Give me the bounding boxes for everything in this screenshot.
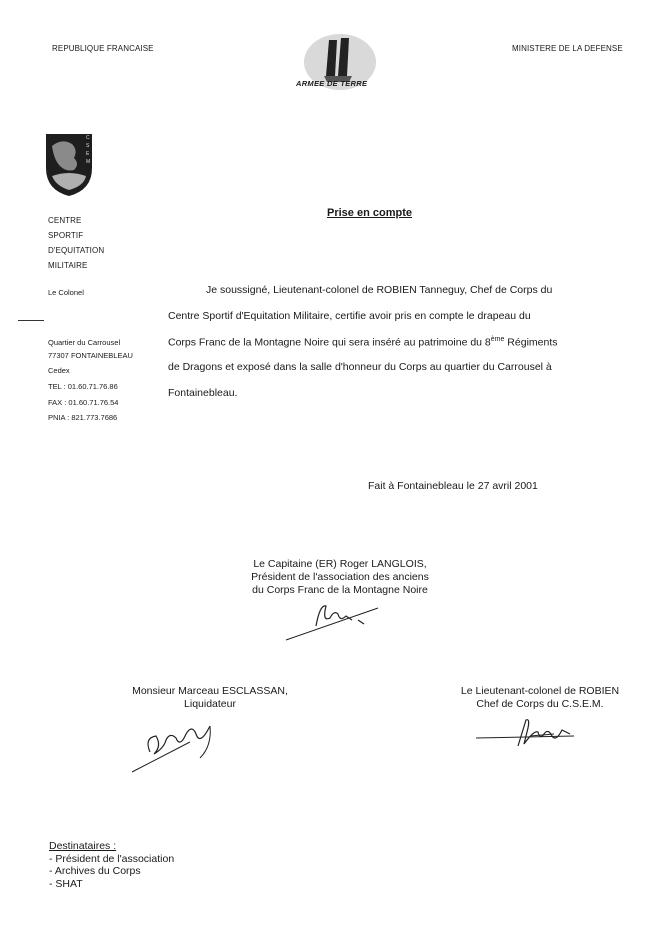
body-line-3-sup: ème	[490, 336, 505, 343]
address-line-3: Cedex	[48, 366, 70, 375]
signatory-esclassan	[110, 685, 310, 711]
signature-icon	[474, 716, 584, 752]
signatory-robien	[440, 685, 640, 711]
signature-icon	[130, 716, 220, 776]
recipients-label: Destinataires :	[49, 840, 117, 852]
body-line-5: Fontainebleau.	[168, 387, 238, 399]
signatory-langlois	[220, 558, 460, 597]
recipients	[49, 840, 174, 890]
body-line-4: de Dragons et exposé dans la salle d'honneur du Corps au quartier du Carrousel à	[168, 361, 552, 373]
esclassan-signature	[130, 716, 220, 781]
unit-line-4: MILITAIRE	[48, 261, 88, 270]
signature-icon	[282, 596, 392, 644]
body-line-3-end: Régiments	[504, 336, 558, 349]
tel: TEL : 01.60.71.76.86	[48, 382, 118, 391]
langlois-line-2: Président de l'association des anciens	[251, 571, 429, 583]
unit-line-2: SPORTIF	[48, 231, 84, 240]
esclassan-line-2: Liquidateur	[184, 698, 236, 710]
header-ministry: MINISTERE DE LA DEFENSE	[512, 44, 623, 53]
body-line-3	[168, 336, 558, 349]
header-republic: REPUBLIQUE FRANCAISE	[52, 44, 154, 53]
body-line-2: Centre Sportif d'Equitation Militaire, certifie avoir pris en compte le drapeau du	[168, 310, 531, 322]
recipient-2: - Archives du Corps	[49, 865, 141, 877]
unit-line-1: CENTRE	[48, 216, 82, 225]
logo-text: ARMEE DE TERRE	[296, 79, 368, 88]
recipient-1: - Président de l'association	[49, 852, 175, 865]
role-label: Le Colonel	[48, 288, 84, 297]
address-line-1: Quartier du Carrousel	[48, 338, 121, 347]
body-line-1: Je soussigné, Lieutenant-colonel de ROBIEN Tanneguy, Chef de Corps du	[206, 284, 553, 296]
fax: FAX : 01.60.71.76.54	[48, 398, 119, 407]
robien-line-2: Chef de Corps du C.S.E.M.	[476, 698, 604, 710]
langlois-signature	[282, 596, 392, 649]
letter-title: Prise en compte	[327, 207, 412, 219]
address-line-2: 77307 FONTAINEBLEAU	[48, 351, 133, 360]
langlois-line-1: Le Capitaine (ER) Roger LANGLOIS,	[253, 558, 427, 570]
place-date: Fait à Fontainebleau le 27 avril 2001	[368, 480, 538, 492]
esclassan-line-1: Monsieur Marceau ESCLASSAN,	[132, 685, 288, 697]
unit-line-3: D'EQUITATION	[48, 246, 105, 255]
divider	[18, 320, 44, 321]
csem-letters: CSEM	[86, 135, 91, 165]
langlois-line-3: du Corps Franc de la Montagne Noire	[252, 584, 428, 596]
body-line-3-text: Corps Franc de la Montagne Noire qui sera inséré au patrimoine du 8	[168, 336, 491, 349]
robien-line-1: Le Lieutenant-colonel de ROBIEN	[460, 685, 620, 697]
pnia: PNIA : 821.773.7686	[48, 413, 118, 422]
recipient-3: - SHAT	[49, 877, 83, 890]
robien-signature	[474, 716, 584, 757]
